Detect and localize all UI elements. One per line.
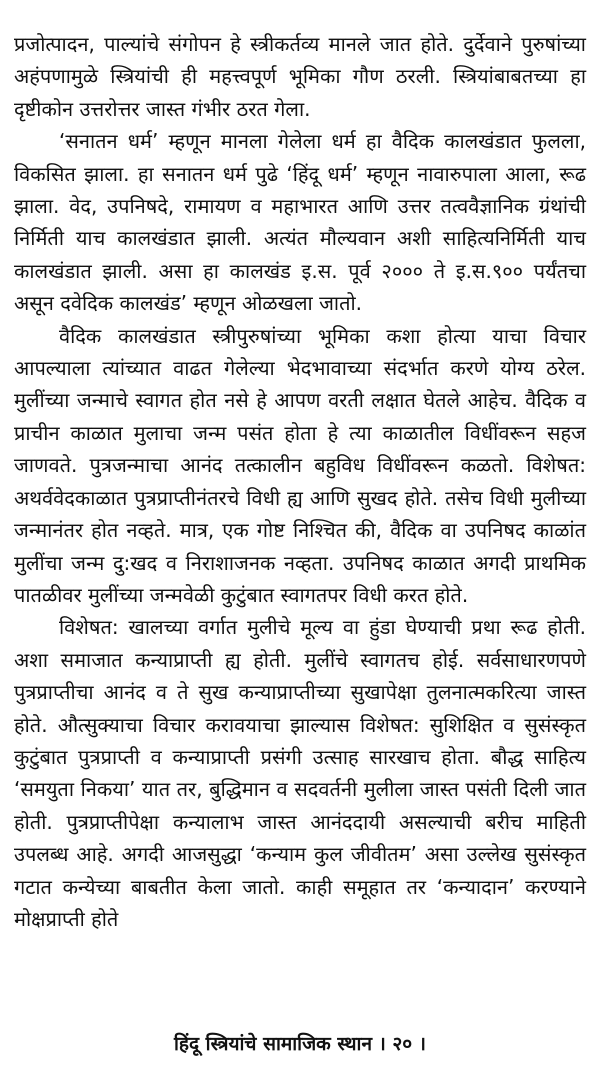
body-text bbox=[14, 28, 586, 935]
paragraph-4: विशेषत: खालच्या वर्गात मुलीचे मूल्य वा हुंडा घेण्याची प्रथा रूढ होती. अशा समाजात कन्याप्राप्ती ह्य होती. मुलींचे स्वागतच होई. सर्वसाधारणपणे पुत्रप्राप्तीचा आनंद व ते सुख कन्याप्राप्तीच्या सुखापेक्षा तुलनात्मकरित्या जास्त होते. औत्सुक्याचा विचार करावयाचा झाल्यास विशेषत: सुशिक्षित व सुसंस्कृत कुटुंबात पुत्रप्राप्ती व कन्याप्राप्ती प्रसंगी उत्साह सारखाच होता. बौद्ध साहित्य ‘समयुता निकया’ यात तर, बुद्धिमान व सदवर्तनी मुलीला जास्त पसंती दिली जात होती. पुत्रप्राप्तीपेक्षा कन्यालाभ जास्त आनंददायी असल्याची बरीच माहिती उपलब्ध आहे. अगदी आजसुद्धा ‘कन्याम कुल जीवीतम’ असा उल्लेख सुसंस्कृत गटात कन्येच्या बाबतीत केला जातो. काही समूहात तर ‘कन्यादान’ करण्याने मोक्षप्राप्ती होते bbox=[14, 615, 586, 931]
paragraph-2: ‘सनातन धर्म’ म्हणून मानला गेलेला धर्म हा वैदिक कालखंडात फुलला, विकसित झाला. हा सनातन धर्म पुढे ‘हिंदू धर्म’ म्हणून नावारुपाला आला, रूढ झाला. वेद, उपनिषदे, रामायण व महाभारत आणि उत्तर तत्ववैज्ञानिक ग्रंथांची निर्मिती याच कालखंडात झाली. अत्यंत मौल्यवान अशी साहित्यनिर्मिती याच कालखंडात झाली. असा हा कालखंड इ.स. पूर्व २००० ते इ.स.९०० पर्यंतचा असून दवेदिक कालखंड’ म्हणून ओळखला जातो. bbox=[14, 129, 586, 316]
paragraph-3: वैदिक कालखंडात स्त्रीपुरुषांच्या भूमिका कशा होत्या याचा विचार आपल्याला त्यांच्यात वाढत गेलेल्या भेदभावाच्या संदर्भात करणे योग्य ठरेल. मुलींच्या जन्माचे स्वागत होत नसे हे आपण वरती लक्षात घेतले आहेच. वैदिक व प्राचीन काळात मुलाचा जन्म पसंत होता हे त्या काळातील विधींवरून सहज जाणवते. पुत्रजन्माचा आनंद तत्कालीन बहुविध विधींवरून कळतो. विशेषत: अथर्ववेदकाळात पुत्रप्राप्तीनंतरचे विधी ह्य आणि सुखद होते. तसेच विधी मुलीच्या जन्मानंतर होत नव्हते. मात्र, एक गोष्ट निश्चित की, वैदिक वा उपनिषद काळांत मुलींचा जन्म दु:खद व निराशाजनक नव्हता. उपनिषद काळात अगदी प्राथमिक पातळीवर मुलींच्या जन्मवेळी कुटुंबात स्वागतपर विधी करत होते. bbox=[14, 323, 586, 607]
page-footer: हिंदू स्त्रियांचे सामाजिक स्थान । २० । bbox=[173, 1033, 427, 1055]
paragraph-1: प्रजोत्पादन, पाल्यांचे संगोपन हे स्त्रीकर्तव्य मानले जात होते. दुर्देवाने पुरुषांच्या अहंपणामुळे स्त्रियांची ही महत्त्वपूर्ण भूमिका गौण ठरली. स्त्रियांबाबतच्या हा दृष्टीकोन उत्तरोत्तर जास्त गंभीर ठरत गेला. bbox=[14, 32, 586, 121]
